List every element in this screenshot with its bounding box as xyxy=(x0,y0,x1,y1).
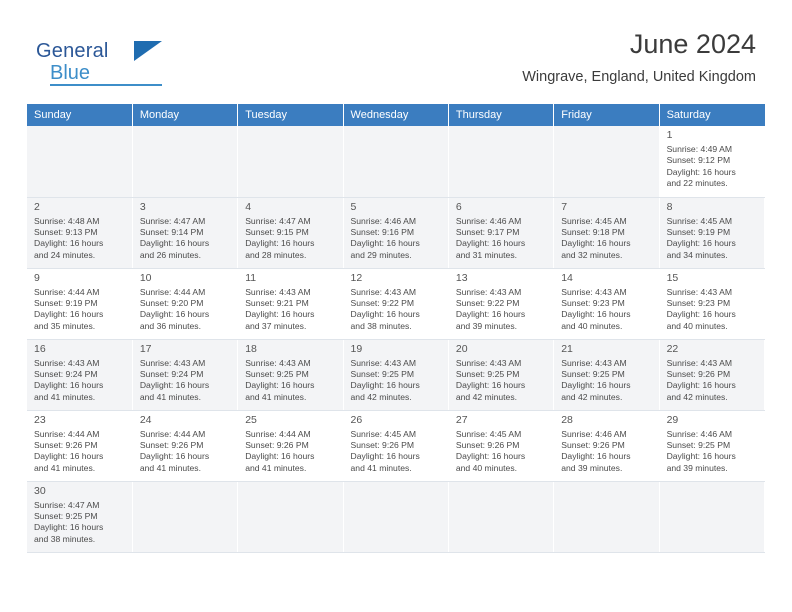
day-number: 14 xyxy=(561,271,573,284)
day-details xyxy=(667,287,758,333)
day-detail-line: Sunrise: 4:43 AM xyxy=(245,286,311,297)
day-number: 15 xyxy=(666,271,679,284)
calendar-week-row xyxy=(27,197,765,268)
logo-text-general: General xyxy=(36,40,109,62)
day-detail-line: Sunset: 9:24 PM xyxy=(34,368,98,379)
day-detail-line: Daylight: 16 hours xyxy=(139,238,210,249)
calendar-empty-cell xyxy=(343,481,448,552)
day-detail-line: and 41 minutes. xyxy=(139,391,201,402)
day-number: 2 xyxy=(34,200,40,213)
day-detail-line: and 41 minutes. xyxy=(350,462,412,473)
day-detail-line: and 34 minutes. xyxy=(666,249,728,260)
day-detail-line: Daylight: 16 hours xyxy=(666,451,736,462)
calendar-week-row xyxy=(27,410,765,481)
day-detail-line: Sunrise: 4:47 AM xyxy=(245,215,311,226)
day-number: 9 xyxy=(34,271,40,284)
day-detail-line: Sunrise: 4:44 AM xyxy=(139,286,206,297)
weekday-header-friday: Friday xyxy=(554,104,659,126)
page-title: June 2024 xyxy=(629,29,756,59)
page-header xyxy=(36,28,756,90)
calendar-day-cell[interactable] xyxy=(27,197,132,268)
day-detail-line: Sunset: 9:12 PM xyxy=(666,155,731,166)
day-detail-line: Sunrise: 4:43 AM xyxy=(561,357,627,368)
location-subtitle: Wingrave, England, United Kingdom xyxy=(522,69,756,85)
day-detail-line: Daylight: 16 hours xyxy=(350,380,420,391)
day-detail-line: and 24 minutes. xyxy=(34,249,96,260)
day-detail-line: Sunrise: 4:44 AM xyxy=(34,428,100,439)
day-detail-line: and 26 minutes. xyxy=(139,249,201,260)
day-detail-line: Sunset: 9:25 PM xyxy=(455,368,520,379)
day-detail-line: Daylight: 16 hours xyxy=(34,380,104,391)
day-number: 7 xyxy=(561,200,568,213)
calendar-day-cell[interactable] xyxy=(132,339,237,410)
day-detail-line: and 40 minutes. xyxy=(455,462,518,473)
calendar-day-cell[interactable] xyxy=(132,410,237,481)
day-details xyxy=(456,216,547,262)
calendar-empty-cell xyxy=(238,481,343,552)
day-detail-line: and 32 minutes. xyxy=(561,249,623,260)
day-detail-line: Sunset: 9:23 PM xyxy=(561,297,625,308)
day-detail-line: Daylight: 16 hours xyxy=(455,451,526,462)
day-detail-line: Sunset: 9:26 PM xyxy=(455,439,520,450)
calendar-week-row xyxy=(27,268,765,339)
calendar-day-cell[interactable] xyxy=(27,410,132,481)
day-details xyxy=(561,287,652,333)
logo-underline xyxy=(50,84,162,86)
day-detail-line: Sunrise: 4:44 AM xyxy=(34,286,100,297)
calendar-week-row xyxy=(27,339,765,410)
day-details xyxy=(140,216,231,262)
day-number: 1 xyxy=(666,129,673,141)
day-detail-line: Sunrise: 4:45 AM xyxy=(666,215,733,226)
logo-text-blue: Blue xyxy=(50,62,91,84)
calendar-empty-cell xyxy=(554,126,659,197)
day-detail-line: Daylight: 16 hours xyxy=(245,238,315,249)
calendar-day-cell[interactable] xyxy=(238,339,343,410)
day-detail-line: Sunrise: 4:46 AM xyxy=(350,215,416,226)
day-number: 10 xyxy=(139,271,152,284)
day-details xyxy=(667,358,758,404)
day-detail-line: Daylight: 16 hours xyxy=(350,451,420,462)
day-detail-line: Sunrise: 4:43 AM xyxy=(350,357,416,368)
day-details xyxy=(667,144,758,190)
calendar-empty-cell xyxy=(554,481,659,552)
day-details xyxy=(351,216,442,262)
day-detail-line: Sunset: 9:26 PM xyxy=(350,439,415,450)
day-detail-line: and 39 minutes. xyxy=(666,462,728,473)
day-details xyxy=(561,358,652,404)
calendar-empty-cell xyxy=(132,481,237,552)
day-details xyxy=(34,500,126,546)
day-detail-line: Sunset: 9:26 PM xyxy=(561,439,625,450)
triangle-flag-icon xyxy=(134,41,162,61)
weekday-header-thursday: Thursday xyxy=(448,104,553,126)
day-detail-line: and 28 minutes. xyxy=(245,249,307,260)
day-detail-line: Sunset: 9:25 PM xyxy=(245,368,309,379)
day-detail-line: Sunrise: 4:43 AM xyxy=(350,286,416,297)
day-detail-line: and 38 minutes. xyxy=(350,320,412,331)
calendar-day-cell[interactable] xyxy=(27,339,132,410)
day-details xyxy=(245,429,336,475)
calendar-day-cell[interactable] xyxy=(554,339,659,410)
day-detail-line: and 37 minutes. xyxy=(245,320,307,331)
day-detail-line: Sunset: 9:13 PM xyxy=(34,226,98,237)
day-number: 19 xyxy=(350,342,363,355)
day-detail-line: and 29 minutes. xyxy=(350,249,412,260)
day-detail-line: Daylight: 16 hours xyxy=(139,309,210,320)
day-detail-line: Sunrise: 4:43 AM xyxy=(455,286,522,297)
day-detail-line: and 38 minutes. xyxy=(34,533,96,544)
day-number: 8 xyxy=(666,200,673,213)
calendar-day-cell[interactable] xyxy=(27,481,132,552)
day-detail-line: Sunset: 9:19 PM xyxy=(666,226,731,237)
day-detail-line: Sunrise: 4:44 AM xyxy=(139,428,206,439)
day-details xyxy=(245,287,336,333)
day-number: 27 xyxy=(455,413,468,426)
day-detail-line: Sunrise: 4:45 AM xyxy=(455,428,522,439)
day-detail-line: Sunset: 9:26 PM xyxy=(245,439,309,450)
day-detail-line: Sunrise: 4:43 AM xyxy=(561,286,627,297)
calendar-day-cell[interactable] xyxy=(448,268,553,339)
day-details xyxy=(667,216,758,262)
day-number: 6 xyxy=(455,200,462,213)
title-block xyxy=(522,28,756,88)
day-number: 3 xyxy=(139,200,146,213)
day-detail-line: Daylight: 16 hours xyxy=(34,451,104,462)
day-number: 25 xyxy=(245,413,257,426)
day-details xyxy=(140,287,231,333)
calendar-empty-cell xyxy=(343,126,448,197)
day-details xyxy=(34,287,126,333)
day-detail-line: Daylight: 16 hours xyxy=(139,380,210,391)
day-detail-line: Sunset: 9:25 PM xyxy=(350,368,415,379)
day-details xyxy=(351,358,442,404)
day-detail-line: Sunrise: 4:43 AM xyxy=(455,357,522,368)
calendar-empty-cell xyxy=(448,481,553,552)
day-detail-line: and 40 minutes. xyxy=(666,320,728,331)
calendar-day-cell[interactable] xyxy=(132,197,237,268)
day-detail-line: Daylight: 16 hours xyxy=(666,380,736,391)
day-detail-line: Sunrise: 4:43 AM xyxy=(139,357,206,368)
calendar-day-cell[interactable] xyxy=(554,197,659,268)
day-detail-line: Sunset: 9:16 PM xyxy=(350,226,415,237)
day-details xyxy=(456,287,547,333)
day-details xyxy=(34,429,126,475)
calendar-empty-cell xyxy=(27,126,132,197)
calendar-day-cell[interactable] xyxy=(659,268,764,339)
day-detail-line: Sunrise: 4:44 AM xyxy=(245,428,311,439)
day-number: 30 xyxy=(34,484,46,497)
day-detail-line: Daylight: 16 hours xyxy=(561,309,631,320)
day-detail-line: Sunset: 9:15 PM xyxy=(245,226,309,237)
day-detail-line: Daylight: 16 hours xyxy=(561,238,631,249)
day-detail-line: Sunrise: 4:45 AM xyxy=(350,428,416,439)
day-number: 22 xyxy=(666,342,679,355)
calendar-empty-cell xyxy=(448,126,553,197)
day-detail-line: and 35 minutes. xyxy=(34,320,96,331)
day-number: 20 xyxy=(455,342,468,355)
day-detail-line: and 41 minutes. xyxy=(34,462,96,473)
day-number: 17 xyxy=(139,342,152,355)
day-detail-line: Sunrise: 4:49 AM xyxy=(666,144,733,154)
day-details xyxy=(245,358,336,404)
day-detail-line: Daylight: 16 hours xyxy=(245,451,315,462)
day-detail-line: Daylight: 16 hours xyxy=(561,380,631,391)
calendar-day-cell[interactable] xyxy=(554,268,659,339)
day-detail-line: and 41 minutes. xyxy=(245,462,307,473)
day-details xyxy=(351,287,442,333)
day-detail-line: Sunrise: 4:48 AM xyxy=(34,215,100,226)
day-details xyxy=(456,358,547,404)
day-detail-line: and 39 minutes. xyxy=(455,320,518,331)
day-detail-line: and 41 minutes. xyxy=(139,462,201,473)
day-details xyxy=(140,429,231,475)
calendar-day-cell[interactable] xyxy=(27,268,132,339)
day-detail-line: Sunset: 9:22 PM xyxy=(455,297,520,308)
day-detail-line: Sunset: 9:19 PM xyxy=(34,297,98,308)
day-detail-line: Sunset: 9:26 PM xyxy=(34,439,98,450)
day-number: 4 xyxy=(245,200,252,213)
day-detail-line: Daylight: 16 hours xyxy=(561,451,631,462)
calendar-day-cell[interactable] xyxy=(343,339,448,410)
day-detail-line: and 42 minutes. xyxy=(350,391,412,402)
day-detail-line: and 31 minutes. xyxy=(455,249,518,260)
day-detail-line: and 41 minutes. xyxy=(245,391,307,402)
day-detail-line: Daylight: 16 hours xyxy=(455,380,526,391)
day-number: 24 xyxy=(139,413,152,426)
day-details xyxy=(34,216,126,262)
calendar-empty-cell xyxy=(238,126,343,197)
day-detail-line: Sunset: 9:26 PM xyxy=(139,439,204,450)
day-detail-line: Daylight: 16 hours xyxy=(245,309,315,320)
day-number: 12 xyxy=(350,271,363,284)
day-detail-line: Sunset: 9:17 PM xyxy=(455,226,520,237)
day-detail-line: Sunset: 9:18 PM xyxy=(561,226,625,237)
day-detail-line: Sunrise: 4:43 AM xyxy=(245,357,311,368)
day-detail-line: Sunrise: 4:43 AM xyxy=(666,357,733,368)
day-detail-line: Sunrise: 4:43 AM xyxy=(666,286,733,297)
day-detail-line: and 42 minutes. xyxy=(561,391,623,402)
calendar-day-cell[interactable] xyxy=(238,410,343,481)
day-detail-line: Sunrise: 4:46 AM xyxy=(561,428,627,439)
day-detail-line: Daylight: 16 hours xyxy=(350,309,420,320)
day-details xyxy=(456,429,547,475)
calendar-empty-cell xyxy=(132,126,237,197)
day-details xyxy=(140,358,231,404)
day-detail-line: Sunset: 9:25 PM xyxy=(34,510,98,521)
day-number: 18 xyxy=(245,342,257,355)
day-detail-line: and 40 minutes. xyxy=(561,320,623,331)
day-detail-line: Daylight: 16 hours xyxy=(666,309,736,320)
day-detail-line: Daylight: 16 hours xyxy=(245,380,315,391)
calendar-day-cell[interactable] xyxy=(343,410,448,481)
calendar-day-cell[interactable] xyxy=(659,339,764,410)
day-detail-line: Sunrise: 4:46 AM xyxy=(455,215,522,226)
calendar-day-cell[interactable] xyxy=(343,268,448,339)
day-detail-line: and 22 minutes. xyxy=(666,178,728,189)
day-detail-line: Sunset: 9:14 PM xyxy=(139,226,204,237)
weekday-header-sunday: Sunday xyxy=(27,104,132,126)
day-detail-line: Daylight: 16 hours xyxy=(350,238,420,249)
calendar-day-cell[interactable] xyxy=(238,197,343,268)
day-detail-line: and 42 minutes. xyxy=(666,391,728,402)
day-detail-line: Sunset: 9:23 PM xyxy=(666,297,731,308)
calendar-day-cell[interactable] xyxy=(132,268,237,339)
day-detail-line: and 36 minutes. xyxy=(139,320,201,331)
calendar-day-cell[interactable] xyxy=(238,268,343,339)
day-detail-line: Sunset: 9:26 PM xyxy=(666,368,731,379)
calendar-week-row xyxy=(27,126,765,197)
day-details xyxy=(351,429,442,475)
day-detail-line: Daylight: 16 hours xyxy=(34,522,104,533)
calendar-day-cell[interactable] xyxy=(554,410,659,481)
calendar-day-cell[interactable] xyxy=(448,197,553,268)
day-number: 28 xyxy=(561,413,573,426)
day-details xyxy=(34,358,126,404)
day-detail-line: Daylight: 16 hours xyxy=(139,451,210,462)
calendar-day-cell[interactable] xyxy=(448,339,553,410)
day-detail-line: Sunset: 9:25 PM xyxy=(666,439,731,450)
calendar-empty-cell xyxy=(659,481,764,552)
day-details xyxy=(667,429,758,475)
day-detail-line: Sunrise: 4:45 AM xyxy=(561,215,627,226)
day-details xyxy=(561,429,652,475)
day-detail-line: and 39 minutes. xyxy=(561,462,623,473)
weekday-header-monday: Monday xyxy=(132,104,237,126)
day-number: 23 xyxy=(34,413,46,426)
day-number: 16 xyxy=(34,342,46,355)
day-details xyxy=(561,216,652,262)
day-detail-line: Sunset: 9:24 PM xyxy=(139,368,204,379)
day-detail-line: and 42 minutes. xyxy=(455,391,518,402)
calendar-day-cell[interactable] xyxy=(659,410,764,481)
calendar-day-cell[interactable] xyxy=(343,197,448,268)
day-detail-line: Sunrise: 4:43 AM xyxy=(34,357,100,368)
day-number: 21 xyxy=(561,342,573,355)
calendar-week-row xyxy=(27,481,765,552)
day-detail-line: Sunset: 9:21 PM xyxy=(245,297,309,308)
day-number: 11 xyxy=(245,271,257,284)
day-details xyxy=(245,216,336,262)
day-number: 5 xyxy=(350,200,357,213)
day-detail-line: and 41 minutes. xyxy=(34,391,96,402)
day-detail-line: Sunrise: 4:47 AM xyxy=(139,215,206,226)
day-detail-line: Sunset: 9:20 PM xyxy=(139,297,204,308)
day-number: 13 xyxy=(455,271,468,284)
general-blue-logo[interactable] xyxy=(36,40,176,88)
weekday-header-tuesday: Tuesday xyxy=(238,104,343,126)
calendar-day-cell[interactable] xyxy=(659,126,764,197)
calendar-day-cell[interactable] xyxy=(448,410,553,481)
day-detail-line: Daylight: 16 hours xyxy=(455,309,526,320)
day-detail-line: Daylight: 16 hours xyxy=(34,309,104,320)
day-detail-line: Daylight: 16 hours xyxy=(34,238,104,249)
sunrise-sunset-calendar xyxy=(27,104,765,553)
day-number: 29 xyxy=(666,413,679,426)
day-detail-line: Daylight: 16 hours xyxy=(666,166,736,177)
day-detail-line: Sunrise: 4:47 AM xyxy=(34,499,100,510)
day-detail-line: Sunrise: 4:46 AM xyxy=(666,428,733,439)
day-detail-line: Daylight: 16 hours xyxy=(455,238,526,249)
day-number: 26 xyxy=(350,413,363,426)
day-detail-line: Sunset: 9:22 PM xyxy=(350,297,415,308)
calendar-day-cell[interactable] xyxy=(659,197,764,268)
day-detail-line: Sunset: 9:25 PM xyxy=(561,368,625,379)
weekday-header-row xyxy=(27,104,765,126)
weekday-header-saturday: Saturday xyxy=(659,104,764,126)
weekday-header-wednesday: Wednesday xyxy=(343,104,448,126)
day-detail-line: Daylight: 16 hours xyxy=(666,238,736,249)
